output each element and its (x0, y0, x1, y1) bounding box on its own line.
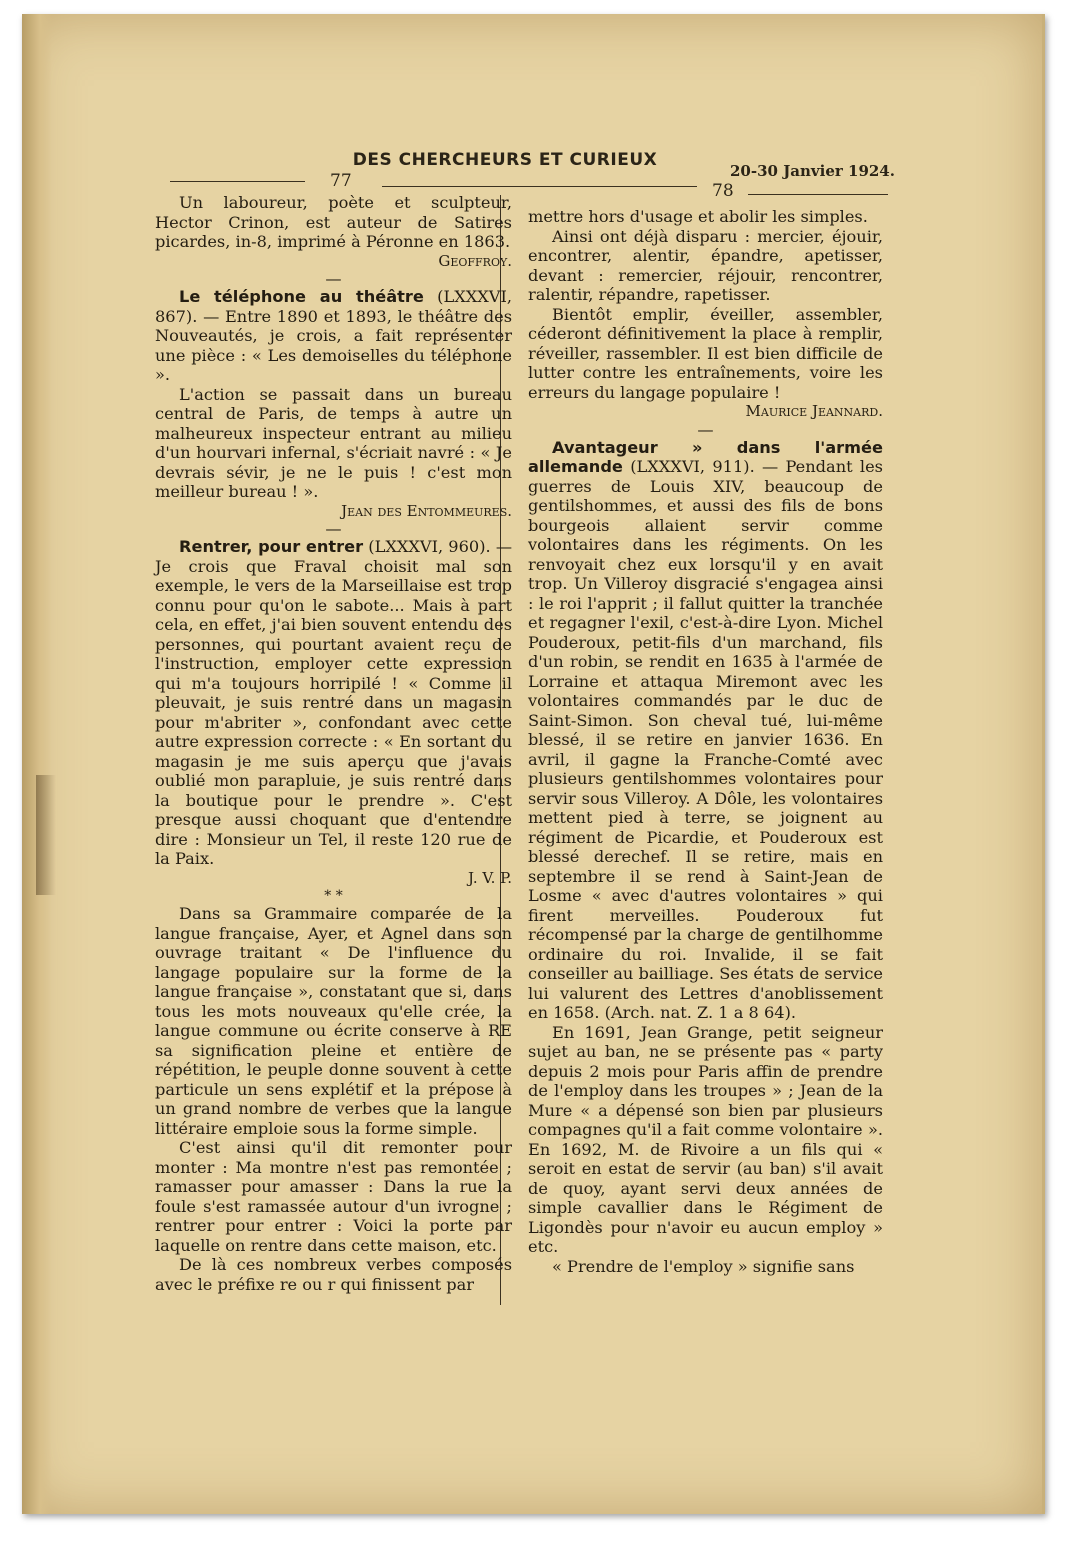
article-heading: Avantageur » dans l'armée allemande (528, 437, 883, 476)
article-heading: Le téléphone au théâtre (179, 287, 424, 306)
article-telephone (155, 287, 512, 385)
separator: — (325, 269, 342, 288)
signature: Maurice Jeannard. (745, 402, 883, 420)
asterism: * * (324, 888, 343, 904)
column-right (528, 207, 883, 1276)
paragraph: En 1691, Jean Grange, petit seigneur sujet au ban, ne se présente pas « party depuis 2 mois pour Paris affin de prendre de l'employ dans les troupes » ; Jean de la Mure « a dépensé son bien par plusieurs compagnes qu'il a fait comme volontaire ». En 1692, M. de Rivoire a un fils qui « seroit en estat de servir (au ban) s'il avait de quoy, ayant servi deux années de simple cavallier dans le Régiment de Ligondès pour n'avoir eu aucun employ » etc. (528, 1022, 883, 1256)
header-rule-right (748, 194, 888, 195)
paragraph: Bientôt emplir, éveiller, assembler, céderont définitivement la place à remplir, réveiller, rassembler. Il est bien difficile de lutter contre les entraînements, voire les erreurs du langage populaire ! (528, 304, 883, 402)
paragraph: Un laboureur, poète et sculpteur, Hector Crinon, est auteur de Satires picardes, in-8, imprimé à Péronne en 1863. (155, 193, 512, 251)
separator: — (325, 519, 342, 538)
article-text: (LXXXVI, 867). — Entre 1890 et 1893, le théâtre des Nouveautés, je crois, a fait représenter une pièce : « Les demoiselles du téléphone ». (155, 287, 512, 384)
article-avantageur (528, 438, 883, 1023)
paragraph: « Prendre de l'employ » signifie sans (552, 1256, 855, 1276)
journal-title: DES CHERCHEURS ET CURIEUX (352, 150, 658, 170)
separator: — (697, 419, 714, 439)
article-rentrer (155, 537, 512, 869)
header-rule-left (170, 181, 305, 182)
article-heading: Rentrer, pour entrer (179, 537, 364, 556)
paragraph: C'est ainsi qu'il dit remonter pour monter : Ma montre n'est pas remontée ; ramasser pour amasser : Dans la rue la foule s'est ramassée autour d'un ivrogne ; rentrer pour entrer : Voici la porte par laquelle on rentre dans cette maison, etc. (155, 1138, 512, 1255)
signature: Jean des Entommeures. (341, 501, 512, 520)
issue-date: 20-30 Janvier 1924. (730, 162, 895, 180)
article-text: (LXXXVI, 911). — Pendant les guerres de Louis XIV, beaucoup de gentilshommes, et aussi des fils de bons bourgeois allaient servir comme volontaires dans les régiments. On les renvoyait chez eux lorsqu'il y en avait trop. Un Villeroy disgracié s'engagea ainsi : le roi l'apprit ; il fallut quitter la tranchée et regagner l'exil, c'est-à-dire Lyon. Michel Pouderoux, petit-fils d'un marchand, fils d'un robin, se rendit en 1635 à l'armée de Lorraine et attaqua Miremont avec les volontaires commandés par le duc de Saint-Simon. Son cheval tué, lui-même blessé, il se retire en janvier 1636. En avril, il gagne la Franche-Comté avec plusieurs gentilshommes volontaires pour servir sous Villeroy. A Dôle, les volontaires mettent pied à terre, se joignent au régiment de Picardie, et Pouderoux est blessé derechef. Il se retire, mais en septembre il se rend à Saint-Jean de Losme « avec d'autres volontaires » qui firent merveilles. Pouderoux fut récompensé par la charge de gentilhomme ordinaire du roi. Invalide, il se fait conseiller au bailliage. Ses états de service lui valurent des Lettres d'anoblissement en 1658. (Arch. nat. Z. 1 a 8 64). (528, 457, 883, 1022)
signature: Geoffroy. (438, 251, 512, 270)
page-fold (36, 775, 56, 895)
paragraph: De là ces nombreux verbes composés avec le préfixe re ou r qui finissent par (155, 1255, 512, 1294)
page-spine (22, 14, 52, 1514)
paragraph: L'action se passait dans un bureau central de Paris, de temps à autre un malheureux inspecteur entrant au milieu d'un hourvari infernal, s'écriait navré : « Je devrais sévir, je ne le puis ! c'est mon meilleur bureau ! ». (155, 384, 512, 501)
page-number-left: 77 (330, 171, 352, 191)
article-text: (LXXXVI, 960). — Je crois que Fraval choisit mal son exemple, le vers de la Marseillaise est trop connu pour qu'on le sabote... Mais à part cela, en effet, j'ai bien souvent entendu des personnes, qui pourtant avaient reçu de l'instruction, employer cette expression qui m'a toujours horripilé ! « Comme il pleuvait, je suis rentré dans un magasin pour m'abriter », confondant avec cette autre expression correcte : « En sortant du magasin je me suis aperçu que j'avais oublié mon parapluie, je suis rentré dans la boutique pour le prendre ». C'est presque aussi choquant que d'entendre dire : Monsieur un Tel, il reste 120 rue de la Paix. (155, 537, 513, 868)
paragraph: Dans sa Grammaire comparée de la langue française, Ayer, et Agnel dans son ouvrage traitant « De l'influence du langage populaire sur la forme de la langue française », constatant que si, dans tous les mots nouveaux qu'elle crée, la langue commune ou écrite conserve à RE sa signification pleine et entière de répétition, le peuple donne souvent à cette particule un sens explétif et la prépose à un grand nombre de verbes que la langue littéraire emploie sous la forme simple. (155, 904, 512, 1138)
paragraph: mettre hors d'usage et abolir les simples. (528, 207, 868, 226)
header-rule-center (382, 186, 697, 187)
page-number-right: 78 (712, 181, 734, 201)
column-left (155, 193, 512, 1294)
signature: J. V. P. (468, 868, 512, 887)
paragraph: Ainsi ont déjà disparu : mercier, éjouir, encontrer, alentir, épandre, apetisser, devant : remercier, réjouir, rencontrer, ralentir, répandre, rapetisser. (528, 226, 883, 304)
